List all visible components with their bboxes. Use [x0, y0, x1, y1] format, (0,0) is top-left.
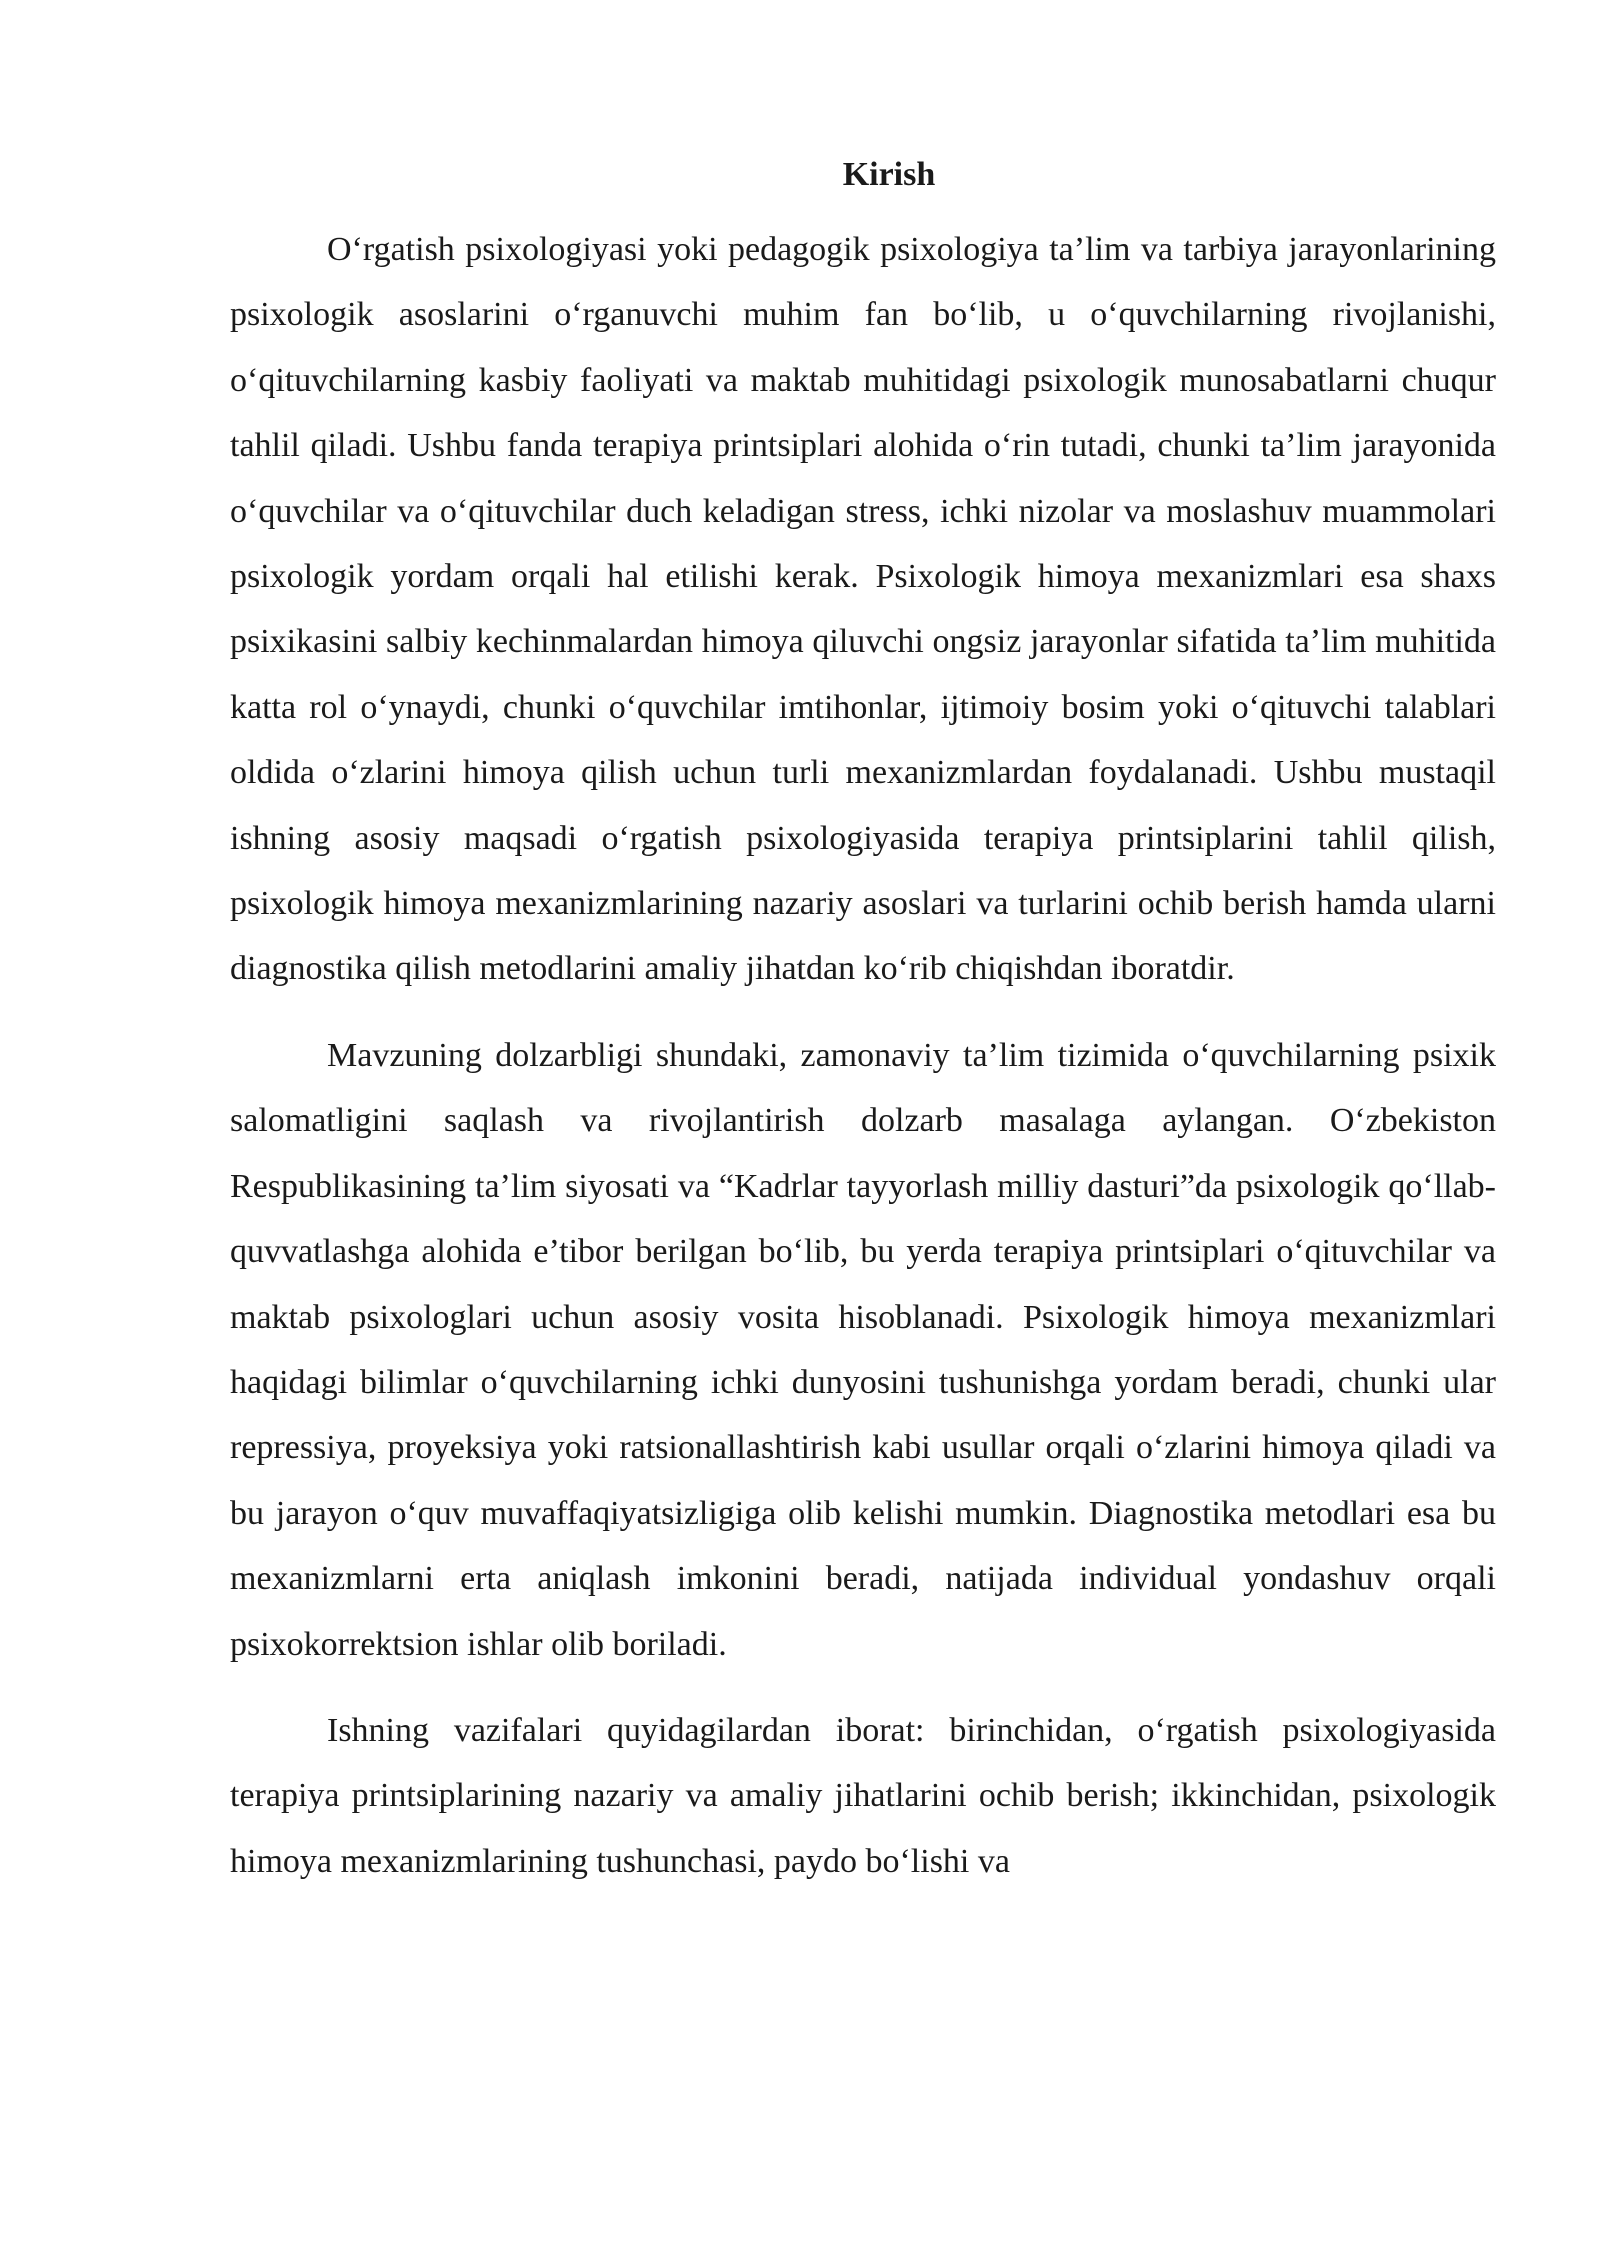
paragraph-relevance: Mavzuning dolzarbligi shundaki, zamonaviy ta’lim tizimida o‘quvchilarning psixik salomatligini saqlash va rivojlantirish dolzarb masalaga aylangan. O‘zbekiston Respublikasining ta’lim siyosati va “Kadrlar tayyorlash milliy dasturi”da psixologik qo‘llab-quvvatlashga alohida e’tibor berilgan bo‘lib, bu yerda terapiya printsiplari o‘qituvchilar va maktab psixologlari uchun asosiy vosita hisoblanadi. Psixologik himoya mexanizmlari haqidagi bilimlar o‘quvchilarning ichki dunyosini tushunishga yordam beradi, chunki ular repressiya, proyeksiya yoki ratsionallashtirish kabi usullar orqali o‘zlarini himoya qiladi va bu jarayon o‘quv muvaffaqiyatsizligiga olib kelishi mumkin. Diagnostika metodlari esa bu mexanizmlarni erta aniqlash imkonini beradi, natijada individual yondashuv orqali psixokorrektsion ishlar olib boriladi. [230, 1036, 1496, 1663]
page-content [230, 145, 1496, 1915]
paragraph-tasks: Ishning vazifalari quyidagilardan iborat: birinchidan, o‘rgatish psixologiyasida terapiya printsiplarining nazariy va amaliy jihatlarini ochib berish; ikkinchidan, psixologik himoya mexanizmlarining tushunchasi, paydo bo‘lishi va [230, 1711, 1496, 1880]
section-title: Kirish [842, 156, 936, 193]
paragraph-intro: O‘rgatish psixologiyasi yoki pedagogik psixologiya ta’lim va tarbiya jarayonlarining psixologik asoslarini o‘rganuvchi muhim fan bo‘lib, u o‘quvchilarning rivojlanishi, o‘qituvchilarning kasbiy faoliyati va maktab muhitidagi psixologik munosabatlarni chuqur tahlil qiladi. Ushbu fanda terapiya printsiplari alohida o‘rin tutadi, chunki ta’lim jarayonida o‘quvchilar va o‘qituvchilar duch keladigan stress, ichki nizolar va moslashuv muammolari psixologik yordam orqali hal etilishi kerak. Psixologik himoya mexanizmlari esa shaxs psixikasini salbiy kechinmalardan himoya qiluvchi ongsiz jarayonlar sifatida ta’lim muhitida katta rol o‘ynaydi, chunki o‘quvchilar imtihonlar, ijtimoiy bosim yoki o‘qituvchi talablari oldida o‘zlarini himoya qilish uchun turli mexanizmlardan foydalanadi. Ushbu mustaqil ishning asosiy maqsadi o‘rgatish psixologiyasida terapiya printsiplarini tahlil qilish, psixologik himoya mexanizmlarining nazariy asoslari va turlarini ochib berish hamda ularni diagnostika qilish metodlarini amaliy jihatdan ko‘rib chiqishdan iboratdir. [230, 231, 1496, 988]
